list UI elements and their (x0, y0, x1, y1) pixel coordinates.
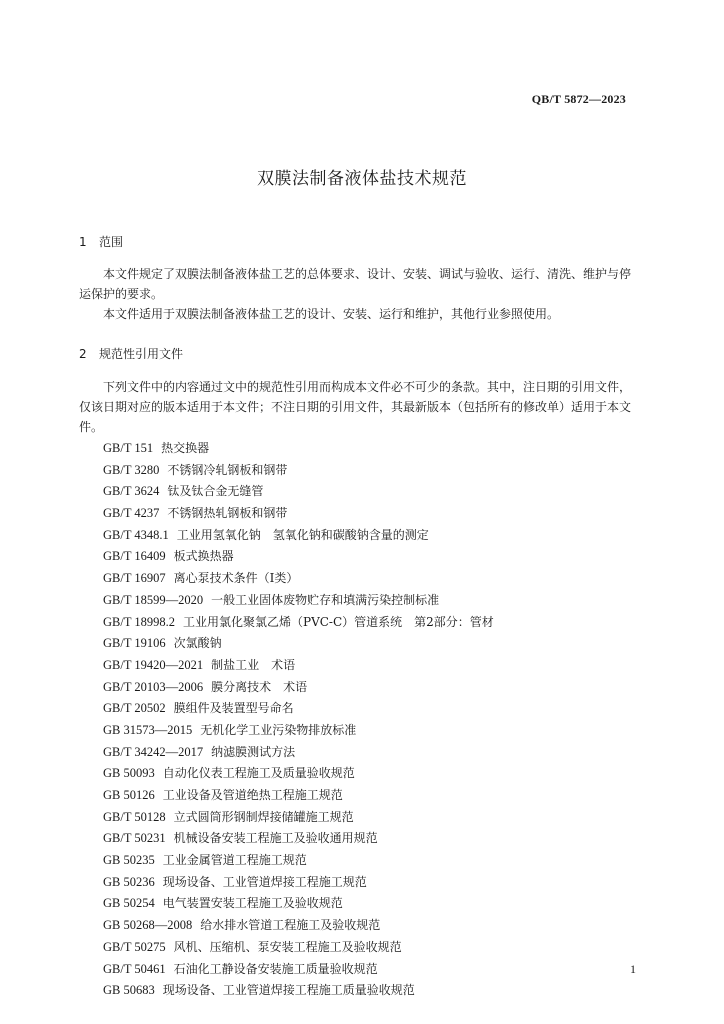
section-1-heading (79, 233, 123, 250)
section-2-paragraph-1: 下列文件中的内容通过文中的规范性引用而构成本文件必不可少的条款。其中，注日期的引用文件，仅该日期对应的版本适用于本文件；不注日期的引用文件，其最新版本（包括所有的修改单）适用于本文件。 (79, 380, 632, 434)
reference-code: GB/T 34242—2017 (103, 744, 204, 759)
reference-item (103, 612, 494, 634)
reference-code: GB/T 18599—2020 (103, 592, 204, 607)
reference-code: GB/T 20103—2006 (103, 679, 204, 694)
reference-title: 一般工业固体废物贮存和填满污染控制标准 (211, 592, 440, 607)
reference-item (103, 937, 494, 959)
reference-item (103, 959, 494, 981)
reference-code: GB/T 19106 (103, 636, 166, 651)
page-number: 1 (630, 962, 636, 976)
reference-code: GB 50683 (103, 983, 155, 998)
reference-code: GB 50126 (103, 788, 155, 802)
section-number: 1 (79, 235, 87, 249)
section-1-paragraph-2: 本文件适用于双膜法制备液体盐工艺的设计、安装、运行和维护，其他行业参照使用。 (103, 307, 560, 321)
section-1-paragraph-1: 本文件规定了双膜法制备液体盐工艺的总体要求、设计、安装、调试与验收、运行、清洗、维护与停运保护的要求。 (79, 267, 632, 301)
reference-item (103, 828, 494, 850)
section-title: 范围 (99, 235, 124, 249)
reference-code: GB 50254 (103, 896, 155, 911)
reference-title: 热交换器 (161, 441, 210, 455)
reference-title: 现场设备、工业管道焊接工程施工规范 (162, 874, 367, 889)
reference-item (103, 807, 494, 829)
reference-title: 风机、压缩机、泵安装工程施工及验收规范 (173, 939, 402, 954)
reference-title: 工业用氯化聚氯乙烯（PVC-C）管道系统 第2部分：管材 (183, 614, 494, 629)
reference-item (103, 546, 494, 568)
reference-code: GB 50236 (103, 874, 155, 889)
reference-code: GB/T 50231 (103, 831, 166, 846)
reference-title: 次氯酸钠 (173, 636, 222, 651)
reference-title: 工业金属管道工程施工规范 (162, 853, 307, 868)
section-title: 规范性引用文件 (99, 347, 184, 361)
reference-item (103, 655, 494, 677)
reference-item (103, 438, 494, 460)
reference-title: 钛及钛合金无缝管 (167, 484, 264, 499)
reference-title: 机械设备安装工程施工及验收通用规范 (173, 831, 378, 846)
reference-code: GB 50235 (103, 853, 155, 868)
reference-item (103, 698, 494, 720)
reference-title: 石油化工静设备安装施工质量验收规范 (173, 961, 378, 976)
reference-code: GB/T 50461 (103, 961, 166, 976)
reference-code: GB 31573—2015 (103, 722, 193, 737)
reference-code: GB/T 151 (103, 441, 154, 455)
reference-code: GB/T 3624 (103, 484, 160, 499)
reference-item (103, 568, 494, 590)
reference-item (103, 785, 494, 807)
reference-title: 不锈钢冷轧钢板和钢带 (167, 462, 288, 477)
reference-item (103, 590, 494, 612)
reference-item (103, 850, 494, 872)
reference-item (103, 763, 494, 785)
reference-code: GB/T 16409 (103, 549, 166, 564)
reference-item (103, 893, 494, 915)
reference-code: GB/T 18998.2 (103, 614, 175, 629)
reference-title: 不锈钢热轧钢板和钢带 (167, 506, 288, 521)
reference-title: 膜分离技术 术语 (211, 679, 308, 694)
reference-item (103, 980, 494, 1002)
reference-code: GB/T 16907 (103, 571, 166, 586)
reference-title: 自动化仪表工程施工及质量验收规范 (162, 766, 355, 781)
section-number: 2 (79, 347, 87, 361)
reference-code: GB 50093 (103, 766, 155, 781)
reference-code: GB/T 4348.1 (103, 527, 169, 542)
reference-item (103, 503, 494, 525)
reference-title: 现场设备、工业管道焊接工程施工质量验收规范 (162, 983, 415, 998)
section-2-heading (79, 345, 183, 362)
reference-title: 无机化学工业污染物排放标准 (200, 722, 357, 737)
reference-item (103, 525, 494, 547)
reference-title: 工业用氢氧化钠 氢氧化钠和碳酸钠含量的测定 (176, 527, 429, 542)
reference-code: GB/T 4237 (103, 506, 160, 521)
standard-code: QB/T 5872—2023 (531, 92, 626, 106)
reference-title: 纳滤膜测试方法 (211, 744, 296, 759)
reference-item (103, 872, 494, 894)
document-title: 双膜法制备液体盐技术规范 (257, 169, 467, 189)
reference-code: GB/T 20502 (103, 701, 166, 716)
reference-code: GB/T 50275 (103, 939, 166, 954)
reference-item (103, 481, 494, 503)
reference-title: 膜组件及装置型号命名 (173, 701, 294, 716)
reference-title: 工业设备及管道绝热工程施工规范 (162, 788, 343, 802)
reference-item (103, 742, 494, 764)
normative-references-list (103, 438, 494, 1002)
reference-code: GB/T 50128 (103, 809, 166, 824)
reference-item (103, 460, 494, 482)
reference-title: 制盐工业 术语 (211, 657, 296, 672)
reference-item (103, 677, 494, 699)
reference-title: 给水排水管道工程施工及验收规范 (200, 918, 381, 933)
reference-code: GB 50268—2008 (103, 918, 193, 933)
reference-title: 板式换热器 (173, 549, 234, 564)
reference-title: 立式圆筒形钢制焊接储罐施工规范 (173, 809, 354, 824)
reference-title: 离心泵技术条件（I类） (173, 571, 299, 586)
reference-code: GB/T 3280 (103, 462, 160, 477)
reference-item (103, 633, 494, 655)
reference-title: 电气装置安装工程施工及验收规范 (162, 896, 343, 911)
reference-item (103, 720, 494, 742)
reference-item (103, 915, 494, 937)
reference-code: GB/T 19420—2021 (103, 657, 204, 672)
